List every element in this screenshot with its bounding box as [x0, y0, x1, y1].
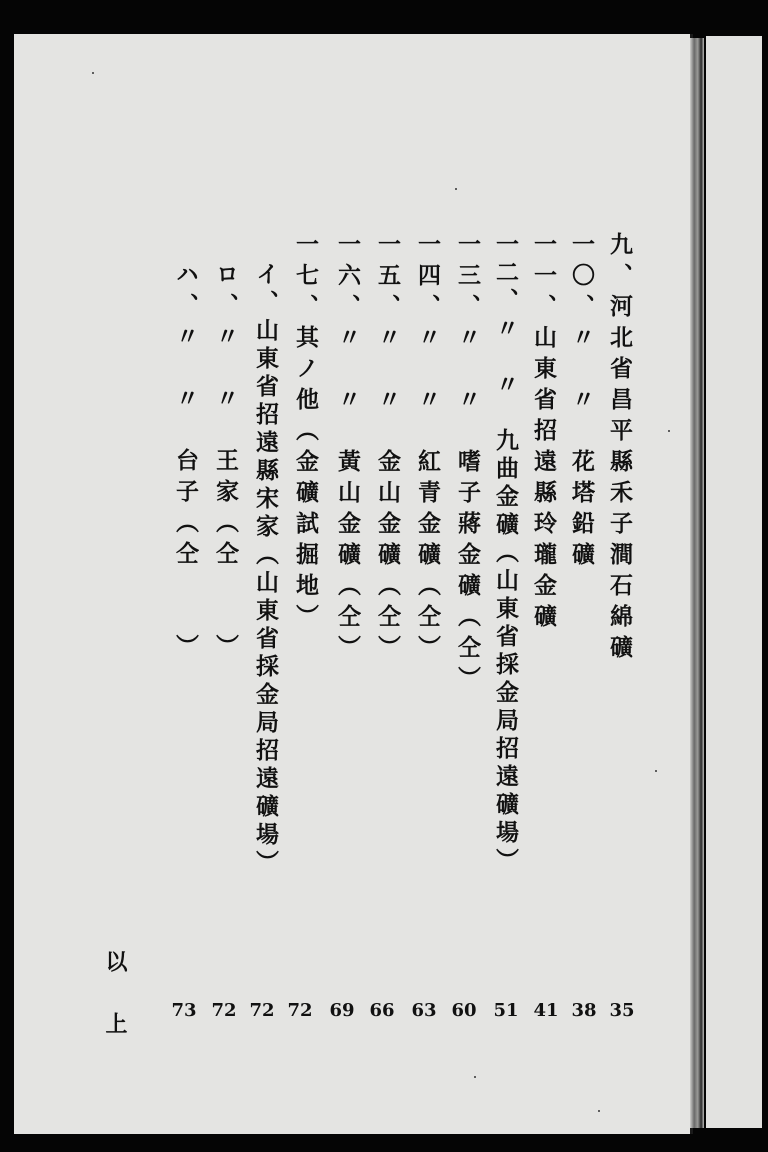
toc-page-number: 72: [287, 1000, 313, 1021]
toc-page-number: 35: [609, 1000, 635, 1021]
toc-entry: 一七、其ノ他（金礦試掘地）: [292, 232, 319, 635]
closing-text: 以上: [102, 950, 128, 1074]
toc-entry: 一四、〃 〃 紅青金礦（仝）: [414, 232, 441, 666]
toc-page-number: 51: [493, 1000, 519, 1021]
toc-page-number: 38: [571, 1000, 597, 1021]
toc-entry: 一二、〃 〃 九曲金礦（山東省採金局招遠礦場）: [492, 232, 519, 876]
toc-page-number: 73: [171, 1000, 197, 1021]
scan-speck: [598, 1110, 600, 1112]
toc-entry: イ、山東省招遠縣宋家（山東省採金局招遠礦場）: [252, 262, 279, 878]
toc-entry: 一三、〃 〃 嗜子蔣金礦（仝）: [454, 232, 481, 697]
toc-entry: ハ、〃 〃 台子（仝 ）: [172, 262, 199, 665]
toc-entry: 一〇、〃 〃 花塔鉛礦: [568, 232, 595, 573]
toc-page-number: 69: [329, 1000, 355, 1021]
toc-page-number: 41: [533, 1000, 559, 1021]
page-edge: [690, 38, 704, 1128]
toc-page-number: 72: [249, 1000, 275, 1021]
toc-entry: 九、河北省昌平縣禾子澗石綿礦: [606, 232, 633, 666]
toc-page-number: 66: [369, 1000, 395, 1021]
scan-speck: [668, 430, 670, 432]
toc-entry: ロ、〃 〃 王家（仝 ）: [212, 262, 239, 665]
scan-speck: [455, 188, 457, 190]
toc-entry: 一一、山東省招遠縣玲瓏金礦: [530, 232, 557, 635]
next-page-margin: [706, 36, 762, 1128]
scan-speck: [92, 72, 94, 74]
toc-entry: 一六、〃 〃 黃山金礦（仝）: [334, 232, 361, 666]
scan-speck: [655, 770, 657, 772]
toc-page-number: 72: [211, 1000, 237, 1021]
toc-entry: 一五、〃 〃 金山金礦（仝）: [374, 232, 401, 666]
toc-page-number: 63: [411, 1000, 437, 1021]
scan-speck: [474, 1076, 476, 1078]
toc-page-number: 60: [451, 1000, 477, 1021]
